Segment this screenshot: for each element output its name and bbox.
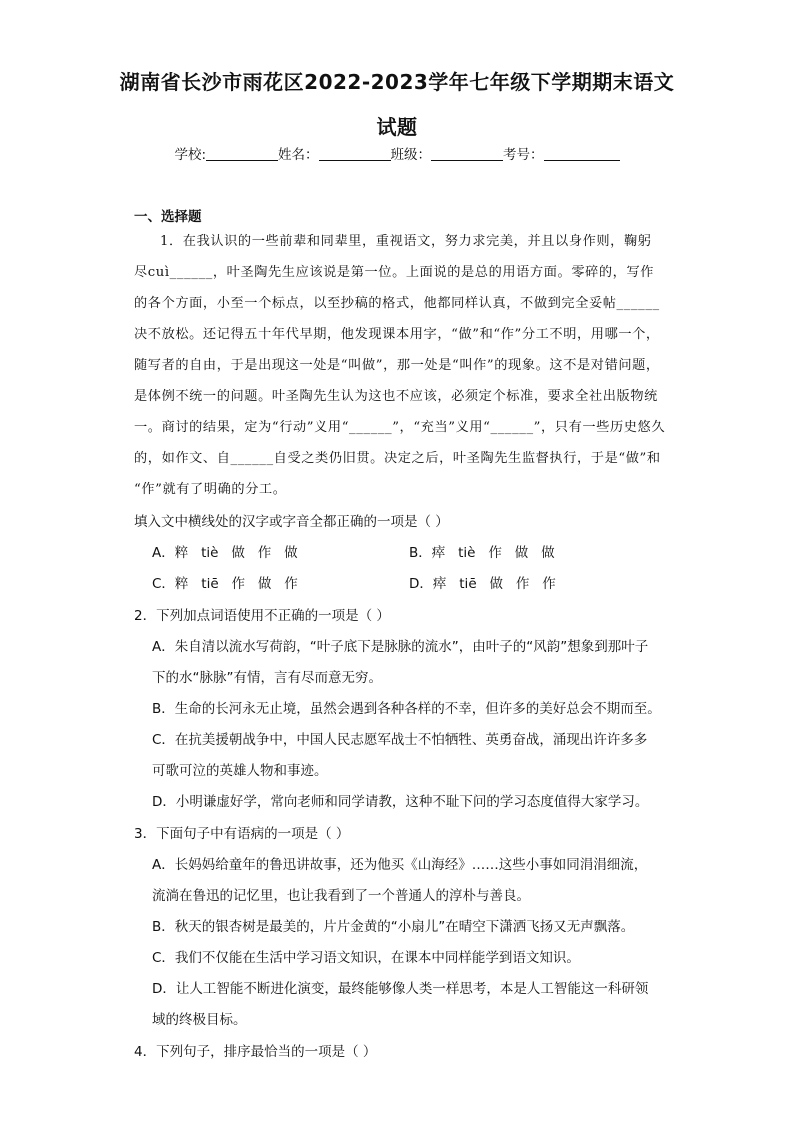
class-blank[interactable] <box>431 146 503 161</box>
q2-option-a[interactable]: A．朱自清以流水写荷韵，“叶子底下是脉脉的流水”，由叶子的“风韵”想象到那叶子 <box>152 639 649 655</box>
exam-no-label: 考号： <box>503 147 544 163</box>
passage-line: 是体例不统一的问题。叶圣陶先生认为这也不应该，必须定个标准，要求全社出版物统 <box>134 389 658 404</box>
q2-option-b[interactable]: B．生命的长河永无止境，虽然会遇到各种各样的不幸，但许多的美好总会不期而至。 <box>152 701 661 717</box>
q3-option-d[interactable]: D．让人工智能不断进化演变，最终能够像人类一样思考，本是人工智能这一科研领 <box>152 981 649 997</box>
q2-option-c-cont: 可歌可泣的英雄人物和事迹。 <box>152 763 328 779</box>
q2-option-d[interactable]: D．小明谦虚好学，常向老师和同学请教，这种不耻下问的学习态度值得大家学习。 <box>152 794 649 810</box>
school-blank[interactable] <box>206 146 278 161</box>
q3-option-b[interactable]: B．秋天的银杏树是最美的，片片金黄的“小扇儿”在晴空下潇洒飞扬又无声飘落。 <box>152 919 635 935</box>
class-label: 班级： <box>390 147 432 163</box>
q1-option-a[interactable]: A．粹 tiè 做 作 做 <box>152 545 298 561</box>
q1-option-b[interactable]: B．瘁 tiè 作 做 做 <box>409 545 555 561</box>
passage-line: 尽cuì______，叶圣陶先生应该说是第一位。上面说的是总的用语方面。零碎的，写作 <box>134 265 655 280</box>
passage-line: “作”就有了明确的分工。 <box>134 482 287 497</box>
q3-option-c[interactable]: C．我们不仅能在生活中学习语文知识，在课本中同样能学到语文知识。 <box>152 950 580 966</box>
passage-line: 决不放松。还记得五十年代早期，他发现课本用字，“做”和“作”分工不明，用哪一个， <box>134 327 660 342</box>
question-2-stem: 2．下列加点词语使用不正确的一项是（ ） <box>134 608 390 624</box>
q2-option-c[interactable]: C．在抗美援朝战争中，中国人民志愿军战士不怕牺牲、英勇奋战，涌现出许许多多 <box>152 732 648 748</box>
passage-line: 随写者的自由，于是出现这一处是“叫做”，那一处是“叫作”的现象。这不是对错问题， <box>134 358 660 373</box>
question-1-stem: 填入文中横线处的汉字或字音全都正确的一项是（ ） <box>134 514 449 530</box>
section-heading: 一、选择题 <box>134 209 202 225</box>
q3-option-d-cont: 域的终极目标。 <box>152 1012 247 1028</box>
passage-line: 的各个方面，小至一个标点，以至抄稿的格式，他都同样认真，不做到完全妥帖______ <box>134 296 660 311</box>
exam-no-blank[interactable] <box>544 146 620 161</box>
name-blank[interactable] <box>319 146 391 161</box>
passage-line: 1．在我认识的一些前辈和同辈里，重视语文，努力求完美，并且以身作则，鞠躬 <box>160 234 652 249</box>
q3-option-a[interactable]: A．长妈妈给童年的鲁迅讲故事，还为他买《山海经》……这些小事如同涓涓细流， <box>152 857 648 873</box>
passage-line: 一。商讨的结果，定为“行动”义用“______”，“充当”义用“______”，只有一些历史悠久 <box>134 420 666 435</box>
q1-option-c[interactable]: C．粹 tiē 作 做 作 <box>152 576 298 592</box>
name-label: 姓名： <box>278 147 319 163</box>
exam-title-line2: 试题 <box>376 115 418 139</box>
q2-option-a-cont: 下的水“脉脉”有情，言有尽而意无穷。 <box>152 670 382 686</box>
student-info-row <box>0 143 794 163</box>
q1-option-d[interactable]: D．瘁 tiē 做 作 作 <box>409 576 556 592</box>
question-3-stem: 3．下面句子中有语病的一项是（ ） <box>134 826 350 842</box>
q3-option-a-cont: 流淌在鲁迅的记忆里，也让我看到了一个普通人的淳朴与善良。 <box>152 888 530 904</box>
school-label: 学校: <box>174 147 207 163</box>
passage-line: 的，如作文、自______自受之类仍旧贯。决定之后，叶圣陶先生监督执行，于是“做”和 <box>134 451 661 466</box>
question-4-stem: 4．下列句子，排序最恰当的一项是（ ） <box>134 1044 377 1060</box>
exam-title-line1: 湖南省长沙市雨花区2022-2023学年七年级下学期期末语文 <box>119 70 675 94</box>
